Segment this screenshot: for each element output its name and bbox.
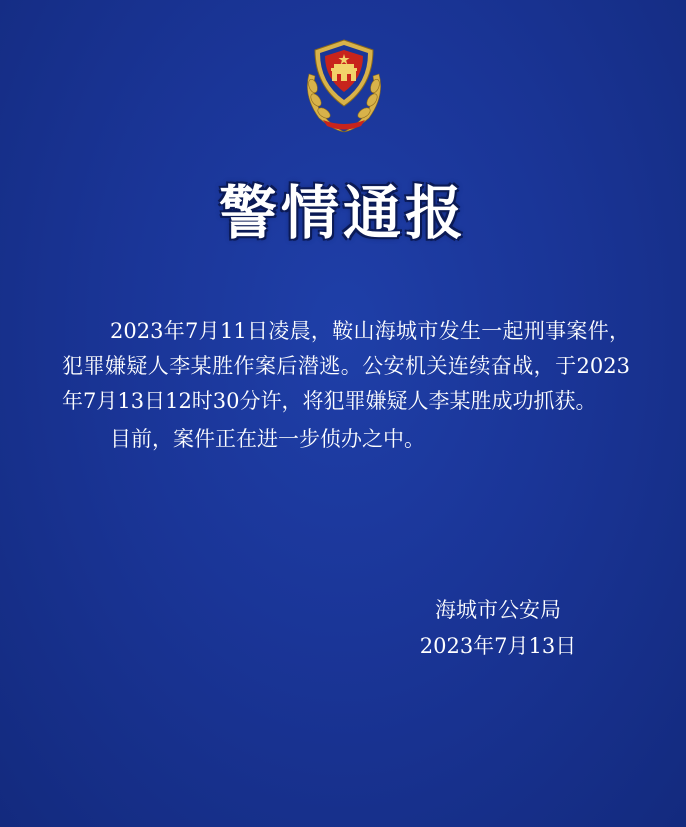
issue-date: 2023年7月13日 bbox=[419, 634, 577, 658]
notice-body bbox=[62, 314, 630, 460]
issuer-name: 海城市公安局 bbox=[435, 598, 561, 622]
notice-paragraph-2: 目前，案件正在进一步侦办之中。 bbox=[110, 427, 425, 451]
notice-paragraph-1: 2023年7月11日凌晨，鞍山海城市发生一起刑事案件，犯罪嫌疑人李某胜作案后潜逃。公安机关连续奋战，于2023年7月13日12时30分许，将犯罪嫌疑人李某胜成功抓获。 bbox=[62, 319, 630, 413]
signature-block bbox=[388, 592, 608, 664]
notice-title: 警情通报 bbox=[218, 179, 467, 247]
police-emblem-icon bbox=[299, 34, 389, 134]
